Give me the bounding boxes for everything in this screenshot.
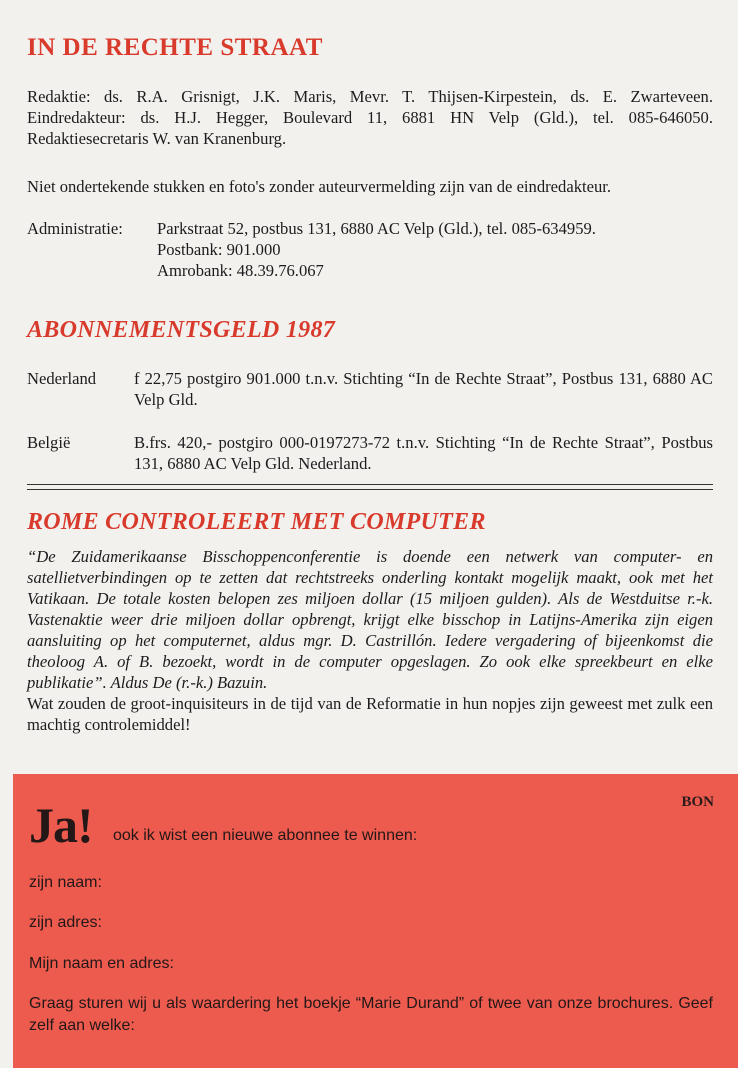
article-quote: “De Zuidamerikaanse Bisschoppenconferentie is doende een netwerk van computer- en satellietverbindingen op te zetten dat rechtstreeks onderling kontakt mogelijk maakt, ook met het Vatikaan. De totale kosten belopen zes miljoen dollar (15 miljoen gulden). Als de Westduitse r.-k. Vastenaktie weer drie miljoen dollar opbrengt, krijgt elke bisschop in Latijns-Amerika zijn eigen aansluiting op het computernet, aldus mgr. D. Castrillón. Iedere vergadering of bijeenkomst die theoloog A. of B. bezoekt, wordt in de computer opgeslagen. Zo ook elke spreekbeurt en elke publikatie”. Aldus De (r.-k.) Bazuin. <box>27 547 713 692</box>
disclaimer-block <box>27 176 713 197</box>
postbank: Postbank: 901.000 <box>157 240 281 259</box>
be-label: België <box>27 433 71 452</box>
subscription-nl <box>27 368 713 410</box>
redaktie-text: Redaktie: ds. R.A. Grisnigt, J.K. Maris, Mevr. T. Thijsen-Kirpestein, ds. E. Zwarteveen. Eindredakteur: ds. H.J. Hegger, Boulevard 11, 6881 HN Velp (Gld.), tel. 085-646050. Redaktiesecretaris W. van Kranenburg. <box>27 87 713 148</box>
admin-label: Administratie: <box>27 219 123 238</box>
divider-bottom <box>27 489 713 490</box>
nl-text: f 22,75 postgiro 901.000 t.n.v. Stichting “In de Rechte Straat”, Postbus 131, 6880 AC Velp Gld. <box>134 369 713 409</box>
article-comment: Wat zouden de groot-inquisiteurs in de tijd van de Reformatie in hun nopjes zijn geweest met zulk een machtig controlemiddel! <box>27 694 713 734</box>
redaktie-block <box>27 86 713 149</box>
subscription-be <box>27 432 713 474</box>
coupon-note: Graag sturen wij u als waardering het boekje “Marie Durand” of twee van onze brochures. Geef zelf aan welke: <box>29 995 713 1034</box>
masthead-section <box>27 34 713 62</box>
field-address-label[interactable]: zijn adres: <box>29 914 102 931</box>
divider-top <box>27 484 713 485</box>
disclaimer-text: Niet ondertekende stukken en foto's zonder auteurvermelding zijn van de eindredakteur. <box>27 177 612 196</box>
coupon-ja: Ja! <box>29 797 93 853</box>
coupon-intro: ook ik wist een nieuwe abonnee te winnen: <box>113 827 418 844</box>
admin-address: Parkstraat 52, postbus 131, 6880 AC Velp (Gld.), tel. 085-634959. <box>157 219 596 238</box>
article-heading <box>27 509 713 535</box>
nl-label: Nederland <box>27 369 97 388</box>
be-text: B.frs. 420,- postgiro 000-0197273-72 t.n.v. Stichting “In de Rechte Straat”, Postbus 131, 6880 AC Velp Gld. Nederland. <box>134 433 713 473</box>
administratie-block <box>27 218 713 281</box>
field-own-label[interactable]: Mijn naam en adres: <box>29 955 174 972</box>
amrobank: Amrobank: 48.39.76.067 <box>157 261 324 280</box>
masthead-title: IN DE RECHTE STRAAT <box>27 34 323 61</box>
field-name-label[interactable]: zijn naam: <box>29 874 102 891</box>
article-title: ROME CONTROLEERT MET COMPUTER <box>27 509 486 535</box>
subscription-title: ABONNEMENTSGELD 1987 <box>27 317 336 343</box>
coupon-tag: BON <box>681 794 714 810</box>
subscription-heading <box>27 317 713 343</box>
coupon <box>13 774 738 1068</box>
article-body <box>27 546 713 735</box>
